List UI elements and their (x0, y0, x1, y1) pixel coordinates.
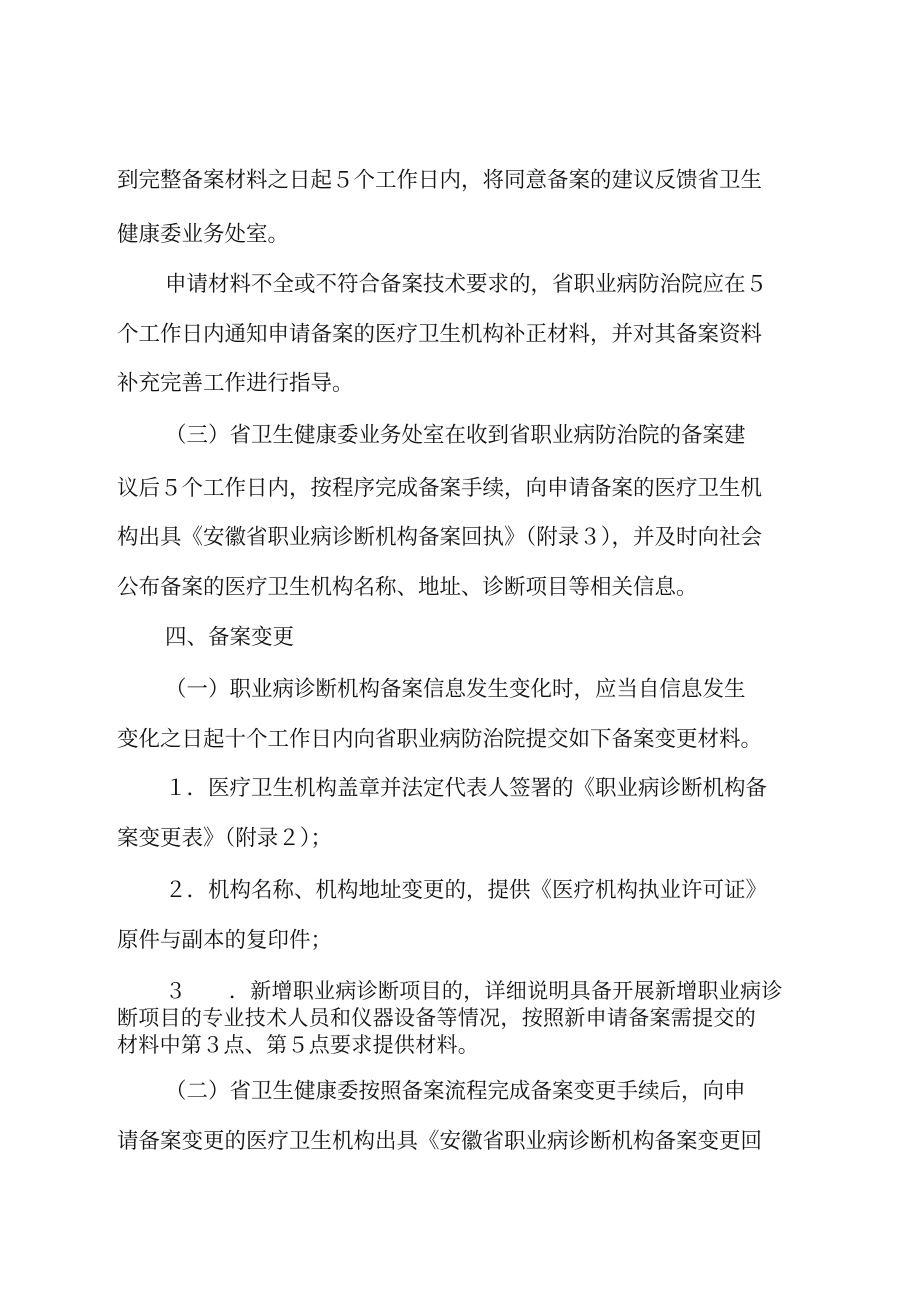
text-line-16: 原件与副本的复印件； (117, 928, 333, 953)
text-line-2: 健康委业务处室。 (117, 222, 290, 247)
text-line-1: 到完整备案材料之日起５个工作日内，将同意备案的建议反馈省卫生 (117, 168, 763, 193)
text-line-8: 构出具《安徽省职业病诊断机构备案回执》（附录３），并及时向社会 (117, 525, 763, 550)
text-line-9: 公布备案的医疗卫生机构名称、地址、诊断项目等相关信息。 (117, 575, 698, 600)
text-line-4: 个工作日内通知申请备案的医疗卫生机构补正材料，并对其备案资料 (117, 322, 763, 347)
text-line-11: （一）职业病诊断机构备案信息发生变化时，应当自信息发生 (165, 677, 746, 702)
text-line-18: 断项目的专业技术人员和仪器设备等情况，按照新申请备案需提交的 (117, 1006, 756, 1030)
text-line-15: ２．机构名称、机构地址变更的，提供《医疗机构执业许可证》 (165, 878, 768, 903)
text-line-12: 变化之日起十个工作日内向省职业病防治院提交如下备案变更材料。 (117, 727, 763, 752)
text-line-19: 材料中第３点、第５点要求提供材料。 (117, 1033, 480, 1057)
text-line-5: 补充完善工作进行指导。 (117, 371, 354, 396)
text-line-6: （三）省卫生健康委业务处室在收到省职业病防治院的备案建 (165, 423, 746, 448)
text-line-17: ３ ．新增职业病诊断项目的，详细说明具备开展新增职业病诊 (165, 979, 783, 1003)
text-line-20: （二）省卫生健康委按照备案流程完成备案变更手续后，向申 (165, 1079, 746, 1104)
text-line-3: 申请材料不全或不符合备案技术要求的，省职业病防治院应在５ (165, 272, 768, 297)
text-line-13: １．医疗卫生机构盖章并法定代表人签署的《职业病诊断机构备 (165, 776, 768, 801)
text-line-21: 请备案变更的医疗卫生机构出具《安徽省职业病诊断机构备案变更回 (117, 1129, 763, 1154)
text-line-7: 议后５个工作日内，按程序完成备案手续，向申请备案的医疗卫生机 (117, 476, 763, 501)
text-line-14: 案变更表》（附录２）； (117, 826, 333, 851)
section-heading: 四、备案变更 (165, 625, 295, 650)
